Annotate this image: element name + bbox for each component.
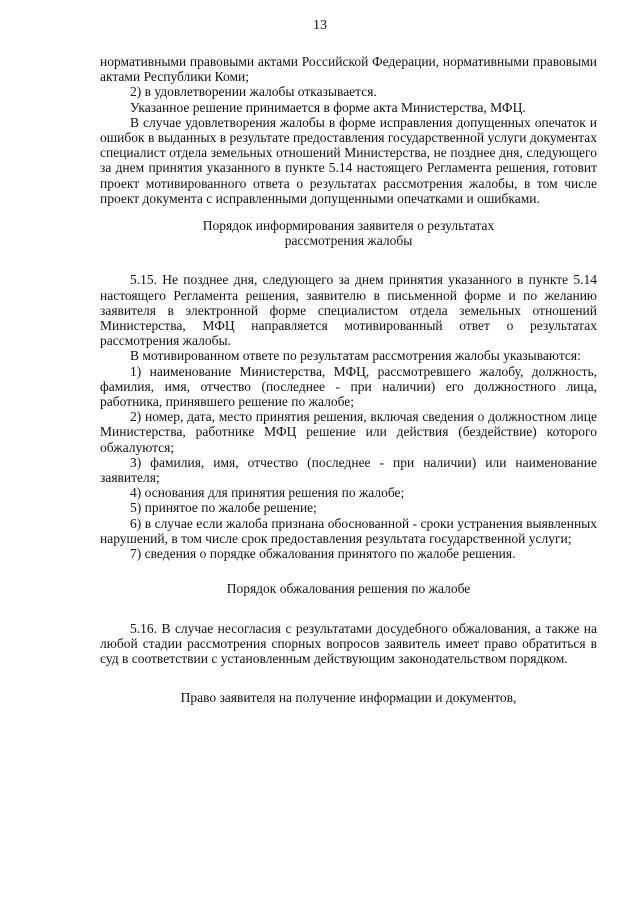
list-item: 3) фамилия, имя, отчество (последнее - при наличии) или наименование заявителя; (100, 454, 597, 486)
paragraph: 5.15. Не позднее дня, следующего за днем принятия указанного в пункте 5.14 настоящего Регламента решения, заявителю в письменной форме и по желанию заявителя в электронной форме специалистом отдела земельных отношений Министерства, МФЦ направляется мотивированный ответ о результатах рассмотрения жалобы. (100, 272, 597, 349)
paragraph: Указанное решение принимается в форме акта Министерства, МФЦ. (130, 99, 526, 115)
list-item: 6) в случае если жалоба признана обоснованной - сроки устранения выявленных нарушений, в том числе срок предоставления результата государственной услуги; (100, 515, 597, 546)
section-heading-line: Порядок информирования заявителя о результатах (202, 218, 495, 234)
paragraph: 2) в удовлетворении жалобы отказывается. (130, 84, 377, 100)
paragraph: 5.16. В случае несогласия с результатами досудебного обжалования, а также на любой стадии рассмотрения спорных вопросов заявитель имеет право обратиться в суд в соответствии с установленным действующим законодательством порядком. (100, 620, 597, 666)
section-heading: Порядок обжалования решения по жалобе (226, 581, 471, 597)
list-item: 4) основания для принятия решения по жалобе; (130, 485, 405, 501)
section-heading: Право заявителя на получение информации и документов, (180, 690, 517, 706)
list-item: 7) сведения о порядке обжалования принятого по жалобе решения. (130, 546, 516, 562)
page-body (100, 54, 597, 705)
list-item: 2) номер, дата, место принятия решения, включая сведения о должностном лице Министерства, работнике МФЦ решение или действия (бездействие) которого обжалуются; (100, 409, 597, 455)
list-item: 5) принятое по жалобе решение; (130, 500, 317, 516)
page-number: 13 (313, 18, 327, 33)
section-heading-line: рассмотрения жалобы (284, 233, 413, 249)
paragraph: нормативными правовыми актами Российской Федерации, нормативными правовыми актами Республики Коми; (100, 54, 597, 85)
paragraph: В случае удовлетворения жалобы в форме исправления допущенных опечаток и ошибок в выданных в результате предоставления государственной услуги документах специалист отдела земельных отношений Министерства, не позднее дня, следующего за днем принятия указанного в пункте 5.14 настоящего Регламента решения, готовит проект мотивированного ответа о результатах рассмотрения жалобы, в том числе проект документа с исправленными допущенными опечатками и ошибками. (100, 114, 597, 206)
list-item: 1) наименование Министерства, МФЦ, рассмотревшего жалобу, должность, фамилия, имя, отчество (последнее - при наличии) его должностного лица, работника, принявшего решение по жалобе; (100, 363, 597, 410)
paragraph: В мотивированном ответе по результатам рассмотрения жалобы указываются: (130, 348, 581, 364)
